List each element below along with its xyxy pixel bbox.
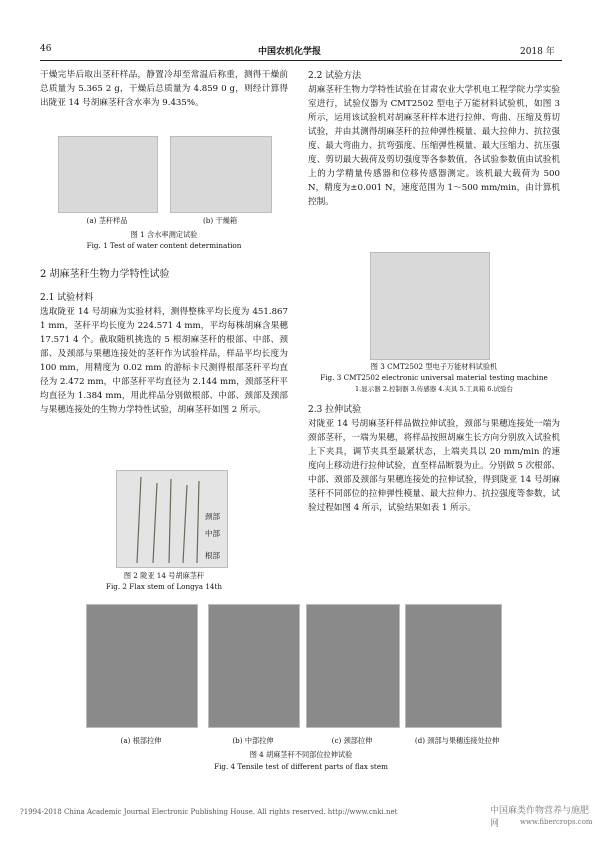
watermark-url: www.fibercrops.com <box>520 818 593 826</box>
section-2-title: 2 胡麻茎秆生物力学特性试验 <box>40 269 170 280</box>
fig4-sub-c: (c) 颈部拉伸 <box>331 736 373 745</box>
fig3-legend: 1.显示器 2.控制器 3.传感器 4.夹具 5.工具箱 6.试验台 <box>354 385 514 393</box>
stem-sample-photo <box>58 136 158 213</box>
fig1-caption-en: Fig. 1 Test of water content determination <box>86 241 242 250</box>
flax-stem-photo <box>116 470 228 568</box>
fig1-sub-b: (b) 干燥箱 <box>202 216 238 225</box>
tensile-neck-panicle-photo <box>405 604 502 728</box>
copyright-footer: ?1994-2018 China Academic Journal Electronic Publishing House. All rights reserved. http://www.cnki.net <box>20 808 398 816</box>
label-middle: 中部 <box>205 529 220 538</box>
fig4-caption-cn: 图 4 胡麻茎秆不同部位拉伸试验 <box>249 750 353 759</box>
paragraph-materials: 选取陇亚 14 号胡麻为实验材料，测得整株平均长度为 451.867 1 mm，茎秆平均长度为 224.571 4 mm，平均每株胡麻含果穗 17.571 4 个。截取随机挑选的 5 根胡麻茎秆的根部、中部、颈部、及颈部与果穗连接处的茎秆作为试验样品，样品平均长度为 100 mm，用精度为 0.02 mm 的游标卡尺测得根部茎秆平均直径为 2.472 mm，中部茎秆平均直径为 2.144 mm，颈部茎秆平均直径为 1.384 mm，用此样品分别做根部、中部、颈部及颈部与果穗连接处的生物力学特性试验，胡麻茎秆如图 2 所示。 <box>40 307 288 415</box>
label-root: 根部 <box>205 551 220 560</box>
paragraph-tensile: 对陇亚 14 号胡麻茎秆样品做拉伸试验，颈部与果穗连接处一端为颈部茎秆，一端为果穗，将样品按照胡麻生长方向分别放入试验机上下夹具，调节夹具至最紧状态，上端夹具以 20 mm/min 的速度向上移动进行拉伸试验，直至样品断裂为止。分别做 5 次根部、中部、颈部及颈部与果穗连接处的拉伸试验，得到陇亚 14 号胡麻茎秆不同部位的拉伸弹性模量、最大拉伸力、抗拉强度等参数，试验过程如图 4 所示，试验结果如表 1 所示。 <box>308 419 560 513</box>
tensile-neck-photo <box>306 604 400 728</box>
fig4-sub-d: (d) 颈部与果穗连接处拉伸 <box>414 736 500 745</box>
testing-machine-photo <box>370 252 490 360</box>
page-number: 46 <box>40 44 52 54</box>
fig3-caption-en: Fig. 3 CMT2502 electronic universal material testing machine <box>320 373 548 382</box>
fig2-caption-cn: 图 2 陇亚 14 号胡麻茎秆 <box>123 571 205 580</box>
fig2-caption-en: Fig. 2 Flax stem of Longya 14th <box>105 582 223 591</box>
fig3-caption-cn: 图 3 CMT2502 型电子万能材料试验机 <box>370 362 498 371</box>
fig1-caption-cn: 图 1 含水率测定试验 <box>130 230 198 239</box>
tensile-root-photo <box>86 604 198 728</box>
section-2-1-title: 2.1 试验材料 <box>40 293 94 303</box>
header-rule <box>40 60 562 61</box>
paragraph-water-content: 干燥完毕后取出茎秆样品，静置冷却至常温后称重，测得干燥前总质量为 5.365 2 g，干燥后总质量为 4.859 0 g，则经计算得出陇亚 14 号胡麻茎秆含水率为 9.435%。 <box>40 70 288 108</box>
paragraph-method: 胡麻茎秆生物力学特性试验在甘肃农业大学机电工程学院力学实验室进行，试验仪器为 CMT2502 型电子万能材料试验机，如图 3 所示，运用该试验机对胡麻茎秆样本进行拉伸、弯曲、压缩及剪切试验，并由其测得胡麻茎秆的拉伸弹性模量、最大拉伸力、抗拉强度、最大弯曲力、抗弯强度、压缩弹性模量、最大压缩力、抗压强度、剪切最大载荷及剪切强度等各参数值，各试验参数值由试验机上的力学精量传感器和位移传感器测定。该机最大载荷为 500 N，精度为±0.001 N，速度范围为 1～500 mm/min，由计算机控制。 <box>308 85 560 207</box>
journal-name: 中国农机化学报 <box>258 47 322 57</box>
watermark-text: 中国麻类作物营养与施肥网 <box>490 806 590 829</box>
fig1-sub-a: (a) 茎秆样品 <box>86 216 128 225</box>
fig4-sub-b: (b) 中部拉伸 <box>232 736 274 745</box>
section-2-3-title: 2.3 拉伸试验 <box>308 405 362 415</box>
label-neck: 颈部 <box>205 512 220 521</box>
fig4-caption-en: Fig. 4 Tensile test of different parts of flax stem <box>214 762 388 771</box>
fig4-sub-a: (a) 根部拉伸 <box>120 736 162 745</box>
drying-oven-photo <box>170 136 272 213</box>
section-2-2-title: 2.2 试验方法 <box>308 71 362 81</box>
journal-year: 2018 年 <box>520 47 555 57</box>
tensile-middle-photo <box>208 604 300 728</box>
